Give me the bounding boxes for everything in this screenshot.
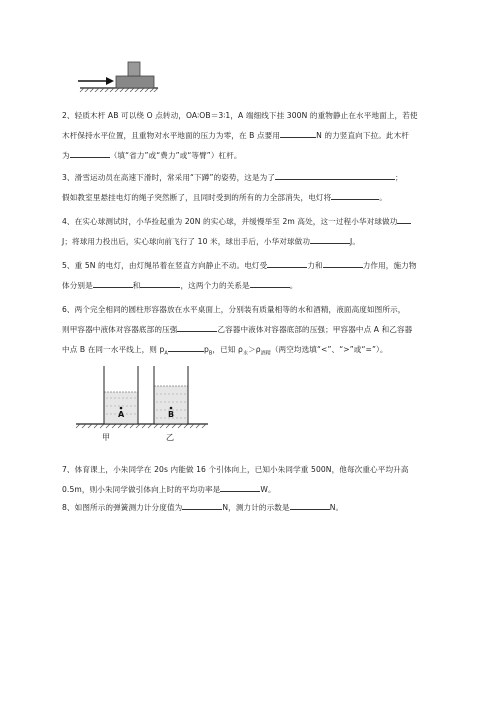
q5-text: 力作用，施力物	[362, 261, 417, 270]
q6-text: 则甲容器中液体对容器底部的压强	[62, 325, 178, 334]
q6-line-2	[62, 320, 472, 340]
q8-text: 8、如图所示的弹簧测力计分度值为	[62, 503, 183, 512]
push-arrow-icon	[78, 77, 114, 85]
question-2	[62, 106, 472, 166]
push-block-figure	[76, 60, 160, 92]
q8-text: N。	[329, 503, 344, 512]
q5-text: 和	[132, 281, 141, 290]
q5-text: ，这两个力的关系是	[180, 281, 250, 290]
q6-line-1: 6、两个完全相同的圆柱形容器放在水平桌面上，分别装有质量相等的水和酒精，液面高度如图所示，	[62, 305, 406, 314]
q8-text: N，测力计的示数是	[222, 503, 290, 512]
q4-line-1	[62, 212, 472, 232]
q6-sub-b: B	[208, 350, 213, 357]
q6-line-3	[62, 340, 472, 364]
q3-line-2	[62, 188, 472, 208]
q5-text: 体分别是	[62, 281, 93, 290]
q7-text: W。	[260, 485, 276, 494]
q8-blank-reading[interactable]	[290, 500, 330, 510]
q5-text: 5、重 5N 的电灯，由灯绳吊着在竖直方向静止不动。电灯受	[62, 261, 268, 270]
q6-text: ＞ρ	[248, 345, 261, 354]
q2-blank-lever-type[interactable]	[70, 148, 110, 158]
question-5	[62, 256, 472, 296]
block-base	[116, 76, 154, 88]
q4-line-2	[62, 232, 472, 252]
q4-text: J；将球用力投出后，实心球向前飞行了 10 米，球出手后，小华对球做功	[62, 237, 311, 246]
question-3	[62, 168, 472, 208]
question-8	[62, 498, 472, 518]
q6-text: （两空均选填“<”、“>”或“=”）。	[270, 345, 388, 354]
q6-text: 乙容器中液体对容器底部的压强；甲容器中点 A 和乙容器	[217, 325, 413, 334]
q7-line-1: 7、体育课上，小朱同学在 20s 内能做 16 个引体向上，已知小朱同学重 500N，他每次重心平均升高	[62, 465, 409, 474]
label-jia: 甲	[102, 433, 110, 442]
q8-line-1	[62, 498, 472, 518]
block-top	[128, 62, 140, 76]
q5-line-2	[62, 276, 472, 296]
q8-blank-division[interactable]	[182, 500, 222, 510]
q2-line-3	[62, 146, 472, 166]
q2-line-1: 2、轻质木杆 AB 可以绕 O 点转动，OA∶OB＝3∶1，A 端细线下挂 300N 的重物静止在水平地面上，若使	[62, 111, 418, 120]
q3-line-1	[62, 168, 472, 188]
q3-text: 假如教室里悬挂电灯的绳子突然断了，且同时受到的所有的力全部消失，电灯将	[62, 193, 332, 202]
q2-text: N 的力竖直向下拉。此木杆	[316, 131, 410, 140]
q6-text: 中点 B 在同一水平线上，则 p	[62, 345, 165, 354]
q3-blank-purpose[interactable]	[275, 170, 395, 180]
q6-text: p	[203, 345, 209, 354]
q3-blank-lamp-motion[interactable]	[331, 190, 379, 200]
q6-text: ，已知 ρ	[212, 345, 243, 354]
q6-sub-a: A	[164, 350, 168, 357]
q6-blank-pressure-compare[interactable]	[177, 322, 217, 332]
q6-sub-water: 水	[242, 350, 249, 357]
point-a-dot	[120, 407, 123, 410]
point-b-dot	[170, 407, 173, 410]
q7-blank-power[interactable]	[220, 482, 260, 492]
q4-text: 4、在实心球测试时，小华捡起重为 20N 的实心球，并缓慢举至 2m 高处，这一过程小华对球做功	[62, 217, 398, 226]
q5-line-1	[62, 256, 472, 276]
q2-line-2	[62, 126, 472, 146]
q4-blank-work-throw[interactable]	[310, 234, 350, 244]
q5-blank-force-2[interactable]	[323, 258, 363, 268]
label-a: A	[118, 410, 125, 419]
question-7	[62, 460, 472, 500]
table-hatch	[76, 424, 208, 428]
ground-hatch	[80, 88, 158, 92]
q5-blank-relation[interactable]	[250, 278, 290, 288]
q4-text: J。	[350, 237, 361, 246]
q7-line-2	[62, 480, 472, 500]
q5-text: 。	[289, 281, 298, 290]
q6-blank-pa-pb[interactable]	[168, 342, 204, 352]
label-b: B	[168, 410, 175, 419]
q4-blank-work-lift[interactable]	[397, 214, 411, 224]
q3-text: 3、滑雪运动员在高速下滑时，常采用“下蹲”的姿势，这是为了	[62, 173, 276, 182]
label-yi: 乙	[166, 433, 174, 442]
containers-figure	[72, 364, 212, 444]
q3-text: 。	[379, 193, 387, 202]
q2-text: 木杆保持水平位置，且重物对水平地面的压力为零，在 B 点要用	[62, 131, 281, 140]
q5-text: 力和	[307, 261, 323, 270]
q2-text: 为	[62, 151, 70, 160]
q3-text: ；	[395, 173, 403, 182]
q7-text: 0.5m，则小朱同学做引体向上时的平均功率是	[62, 485, 221, 494]
q5-blank-source-1[interactable]	[93, 278, 133, 288]
question-6	[62, 300, 472, 364]
question-4	[62, 212, 472, 252]
q6-sub-alcohol: 酒精	[260, 350, 271, 357]
q2-blank-force[interactable]	[280, 128, 316, 138]
q5-blank-force-1[interactable]	[267, 258, 307, 268]
q5-blank-source-2[interactable]	[140, 278, 180, 288]
q2-text: （填“省力”或“费力”或“等臂”）杠杆。	[109, 151, 242, 160]
